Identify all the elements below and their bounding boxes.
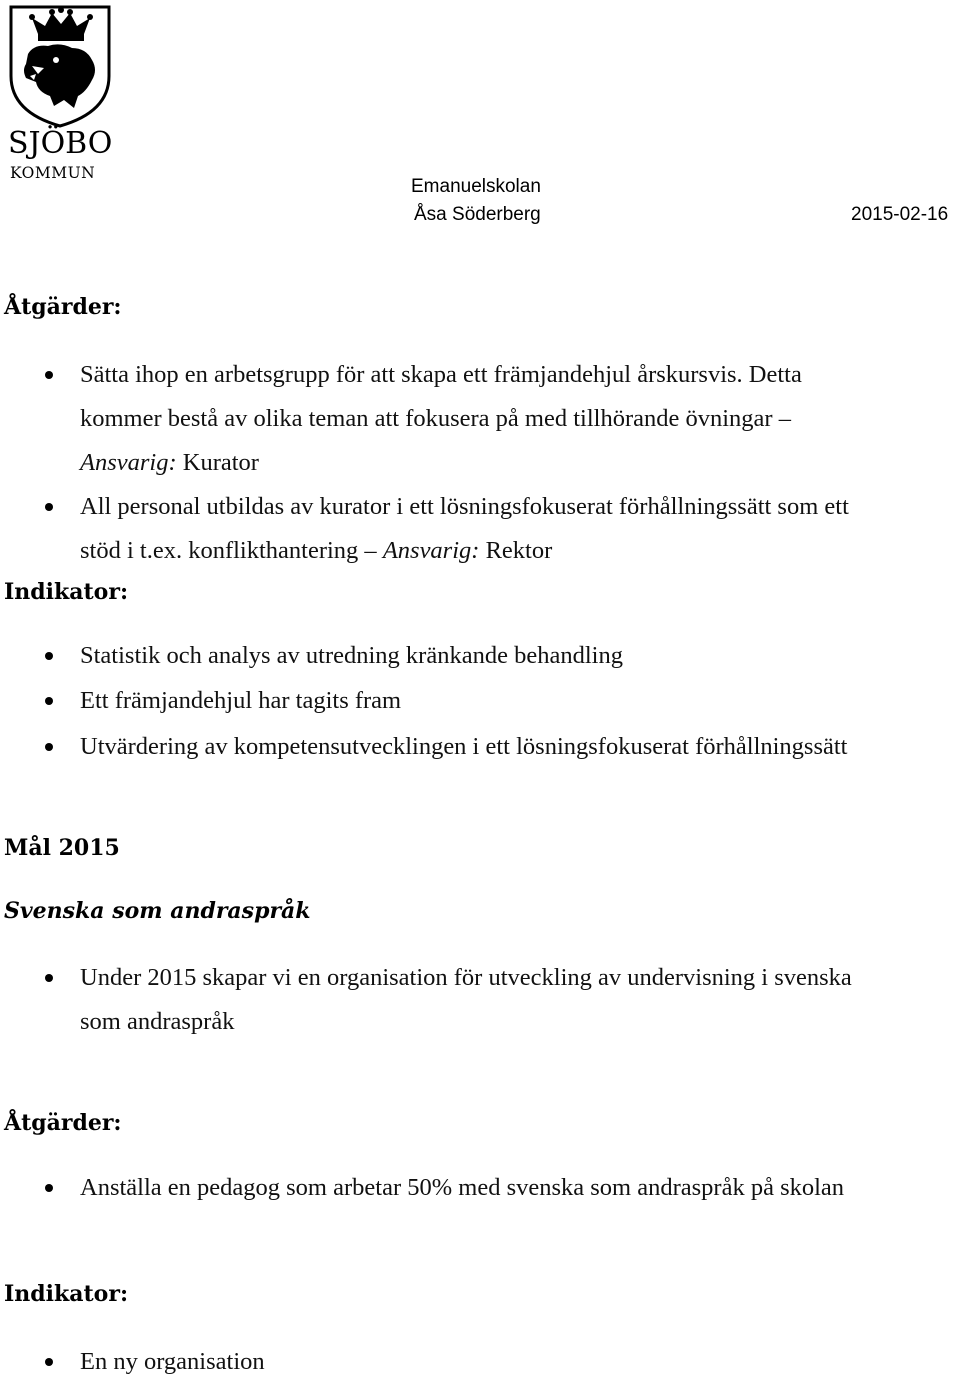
responsible-label: Ansvarig:: [80, 449, 177, 476]
list-item-line: Sätta ihop en arbetsgrupp för att skapa ett främjandehjul årskursvis. Detta: [80, 361, 802, 388]
list-item: [80, 956, 960, 1044]
section-heading-atgarder: Åtgärder:: [4, 294, 122, 320]
responsible-value: Kurator: [176, 449, 259, 476]
list-item: En ny organisation: [80, 1340, 960, 1384]
list-item-line: som andraspråk: [80, 1008, 235, 1035]
list-item-line: Under 2015 skapar vi en organisation för utveckling av undervisning i svenska: [80, 964, 852, 991]
author-name: Åsa Söderberg: [414, 204, 541, 225]
list-item-line: All personal utbildas av kurator i ett lösningsfokuserat förhållningssätt som ett: [80, 493, 849, 520]
section-heading-mal: Mål 2015: [4, 835, 120, 861]
list-item: Ett främjandehjul har tagits fram: [80, 679, 960, 723]
section-subheading: Svenska som andraspråk: [4, 898, 311, 924]
list-item: [80, 353, 960, 485]
logo-text-kommun: KOMMUN: [10, 164, 96, 182]
list-item: Utvärdering av kompetensutvecklingen i ett lösningsfokuserat förhållningssätt: [80, 725, 960, 769]
sjobo-kommun-logo: [8, 4, 113, 186]
responsible-label: Ansvarig:: [382, 537, 480, 564]
logo-text-sjobo: SJÖBO: [8, 126, 113, 161]
list-item: Anställa en pedagog som arbetar 50% med svenska som andraspråk på skolan: [80, 1166, 960, 1210]
responsible-value: Rektor: [479, 537, 553, 564]
list-item: [80, 485, 960, 573]
section-heading-indikator: Indikator:: [4, 1281, 129, 1307]
responsible-line: [80, 529, 960, 573]
responsible-line: [80, 441, 960, 485]
list-item: Statistik och analys av utredning kränkande behandling: [80, 634, 960, 678]
school-name: Emanuelskolan: [411, 176, 541, 197]
list-item-text: stöd i t.ex. konflikthantering –: [80, 537, 383, 564]
section-heading-atgarder: Åtgärder:: [4, 1110, 122, 1136]
document-date: 2015-02-16: [851, 204, 949, 225]
section-heading-indikator: Indikator:: [4, 579, 129, 605]
list-item-line: kommer bestå av olika teman att fokusera på med tillhörande övningar –: [80, 405, 791, 432]
